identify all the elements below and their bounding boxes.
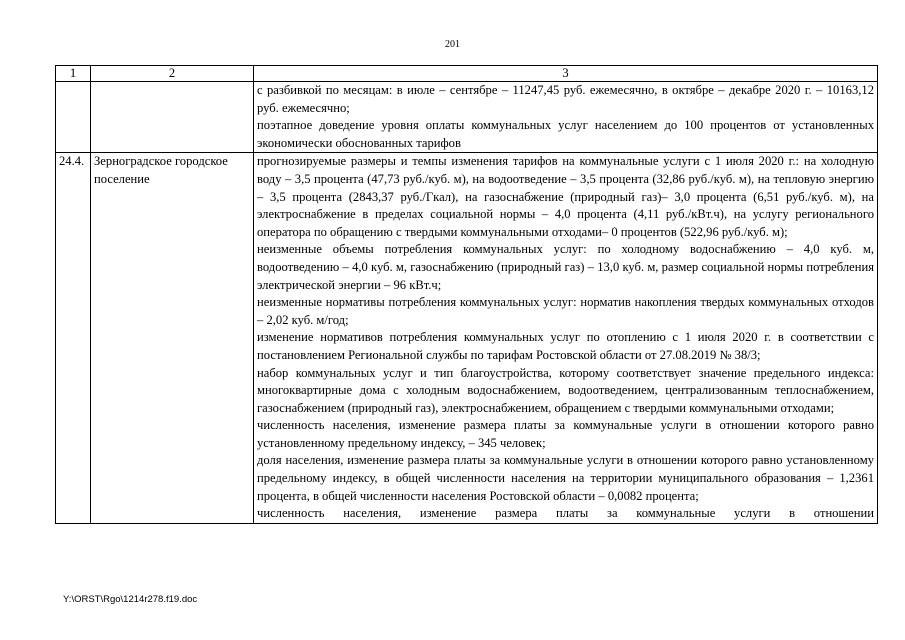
paragraph: неизменные нормативы потребления коммунальных услуг: норматив накопления твердых коммунальных отходов – 2,02 куб. м/год;: [257, 295, 874, 327]
description-cell: [254, 153, 878, 523]
table-row: [56, 82, 878, 153]
municipality-name-cell: [91, 82, 254, 153]
paragraph: неизменные объемы потребления коммунальных услуг: по холодному водоснабжению – 4,0 куб. м, водоотведению – 4,0 куб. м, газоснабжению (природный газ) – 13,0 куб. м, размер социальной нормы потребления электрической энергии – 96 кВт.ч;: [257, 242, 874, 292]
file-path-footer: Y:\ORST\Rgo\1214r278.f19.doc: [63, 594, 198, 605]
document-table: [55, 65, 878, 524]
table-row: [56, 153, 878, 523]
paragraph: прогнозируемые размеры и темпы изменения тарифов на коммунальные услуги с 1 июля 2020 г.: на холодную воду – 3,5 процента (47,73 руб./куб. м), на водоотведение – 3,5 процента (32,86 руб./куб. м), на тепловую энергию – 3,5 процента (2843,37 руб./Гкал), на газоснабжение (природный газ)– 3,0 процента (6,51 руб./куб. м), на электроснабжение в пределах социальной нормы – 4,0 процента (4,11 руб./кВт.ч), на услугу регионального оператора по обращению с твердыми коммунальными отходами– 0 процентов (522,96 руб./куб. м);: [257, 154, 874, 239]
page-number: 201: [445, 39, 460, 50]
municipality-name-cell: Зерноградское городское поселение: [91, 153, 254, 523]
paragraph: изменение нормативов потребления коммунальных услуг по отоплению с 1 июля 2020 г. в соответствии с постановлением Региональной службы по тарифам Ростовской области от 27.08.2019 № 38/3;: [257, 330, 874, 362]
column-header-1: 1: [56, 66, 91, 82]
paragraph: численность населения, изменение размера платы за коммунальные услуги в отношении: [257, 506, 874, 521]
column-header-3: 3: [254, 66, 878, 82]
row-number-cell: [56, 82, 91, 153]
paragraph: набор коммунальных услуг и тип благоустройства, которому соответствует значение предельного индекса: многоквартирные дома с холодным водоснабжением, водоотведением, централизованным теплоснабжением, газоснабжением (природный газ), электроснабжением, обращением с твердыми коммунальными отходами;: [257, 365, 874, 415]
paragraph: поэтапное доведение уровня оплаты коммунальных услуг населением до 100 процентов от установленных экономически обоснованных тарифов: [257, 118, 874, 150]
paragraph: с разбивкой по месяцам: в июле – сентябре – 11247,45 руб. ежемесячно, в октябре – декабре 2020 г. – 10163,12 руб. ежемесячно;: [257, 83, 874, 115]
table-header-row: [56, 66, 878, 82]
paragraph: численность населения, изменение размера платы за коммунальные услуги в отношении которого равно установленному предельному индексу, – 345 человек;: [257, 418, 874, 450]
column-header-2: 2: [91, 66, 254, 82]
description-cell: [254, 82, 878, 153]
paragraph: доля населения, изменение размера платы за коммунальные услуги в отношении которого равно установленному предельному индексу, в общей численности населения на территории муниципального образования – 1,2361 процента, в общей численности населения Ростовской области – 0,0082 процента;: [257, 453, 874, 503]
row-number-cell: 24.4.: [56, 153, 91, 523]
